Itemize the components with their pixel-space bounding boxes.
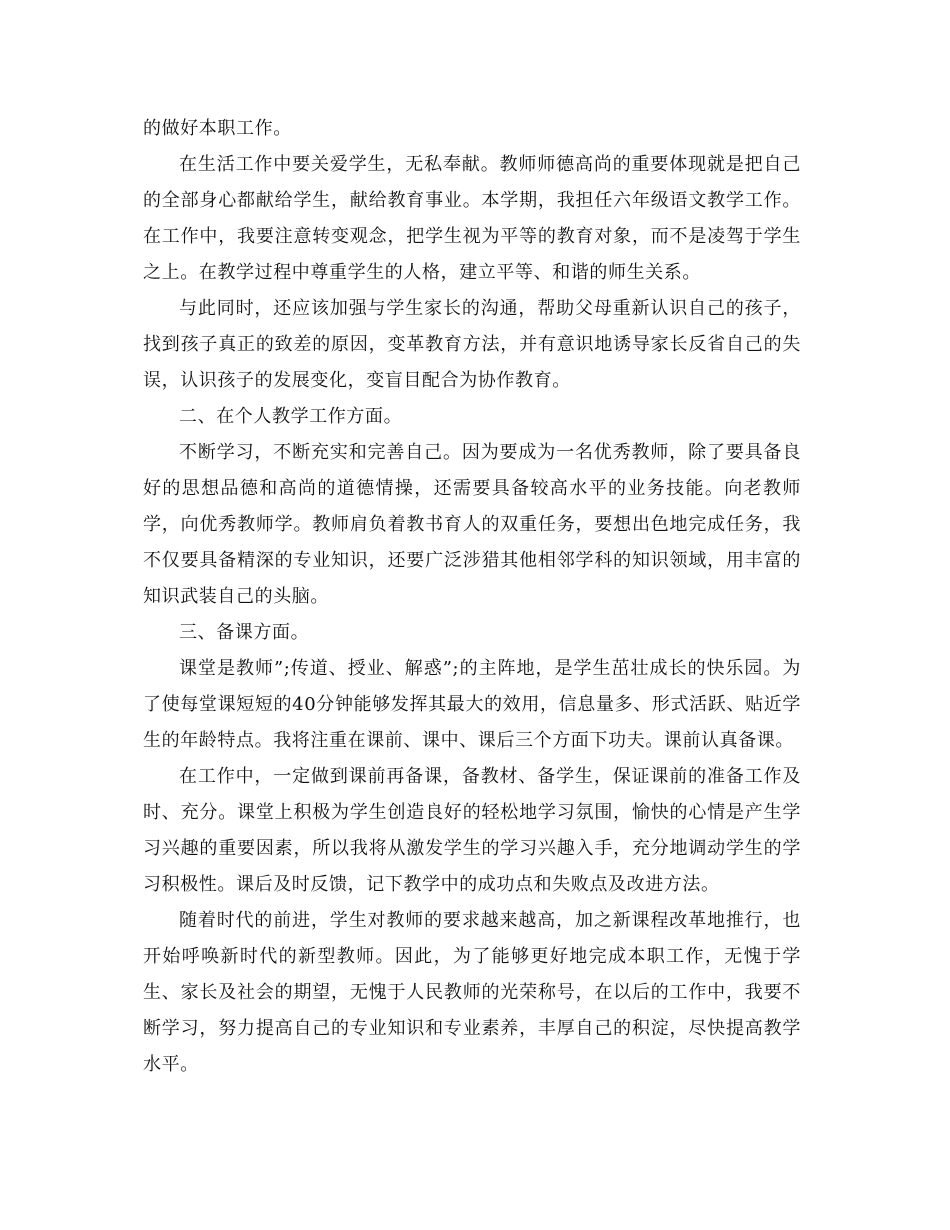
paragraph-conclusion: 随着时代的前进，学生对教师的要求越来越高，加之新课程改革地推行，也开始呼唤新时代的新型教师。因此，为了能够更好地完成本职工作，无愧于学生、家长及社会的期望，无愧于人民教师的光荣称号，在以后的工作中，我要不断学习，努力提高自己的专业知识和专业素养，丰厚自己的积淀，尽快提高教学水平。 <box>143 910 801 1075</box>
paragraph-care-for-students: 在生活工作中要关爱学生，无私奉献。教师师德高尚的重要体现就是把自己的全部身心都献给学生，献给教育事业。本学期，我担任六年级语文教学工作。在工作中，我要注意转变观念，把学生视为平等的教育对象，而不是凌驾于学生之上。在教学过程中尊重学生的人格，建立平等、和谐的师生关系。 <box>143 154 801 283</box>
section-heading-personal-teaching: 二、在个人教学工作方面。 <box>179 406 403 427</box>
paragraph-continuation: 的做好本职工作。 <box>143 118 292 139</box>
paragraph-classroom: 课堂是教师”;传道、授业、解惑”;的主阵地，是学生茁壮成长的快乐园。为了使每堂课短短的40分钟能够发挥其最大的效用，信息量多、形式活跃、贴近学生的年龄特点。我将注重在课前、课中、课后三个方面下功夫。课前认真备课。 <box>143 658 801 751</box>
paragraph-continuous-learning: 不断学习，不断充实和完善自己。因为要成为一名优秀教师，除了要具备良好的思想品德和高尚的道德情操，还需要具备较高水平的业务技能。向老教师学，向优秀教师学。教师肩负着教书育人的双重任务，要想出色地完成任务，我不仅要具备精深的专业知识，还要广泛涉猎其他相邻学科的知识领域，用丰富的知识武装自己的头脑。 <box>143 442 801 607</box>
paragraph-parent-communication: 与此同时，还应该加强与学生家长的沟通，帮助父母重新认识自己的孩子，找到孩子真正的致差的原因，变革教育方法，并有意识地诱导家长反省自己的失误，认识孩子的发展变化，变盲目配合为协作教育。 <box>143 298 801 391</box>
document-body <box>143 111 801 1083</box>
section-heading-lesson-preparation: 三、备课方面。 <box>179 622 310 643</box>
paragraph-preparation-work: 在工作中，一定做到课前再备课，备教材、备学生，保证课前的准备工作及时、充分。课堂上积极为学生创造良好的轻松地学习氛围，愉快的心情是产生学习兴趣的重要因素，所以我将从激发学生的学习兴趣入手，充分地调动学生的学习积极性。课后及时反馈，记下教学中的成功点和失败点及改进方法。 <box>143 766 801 895</box>
